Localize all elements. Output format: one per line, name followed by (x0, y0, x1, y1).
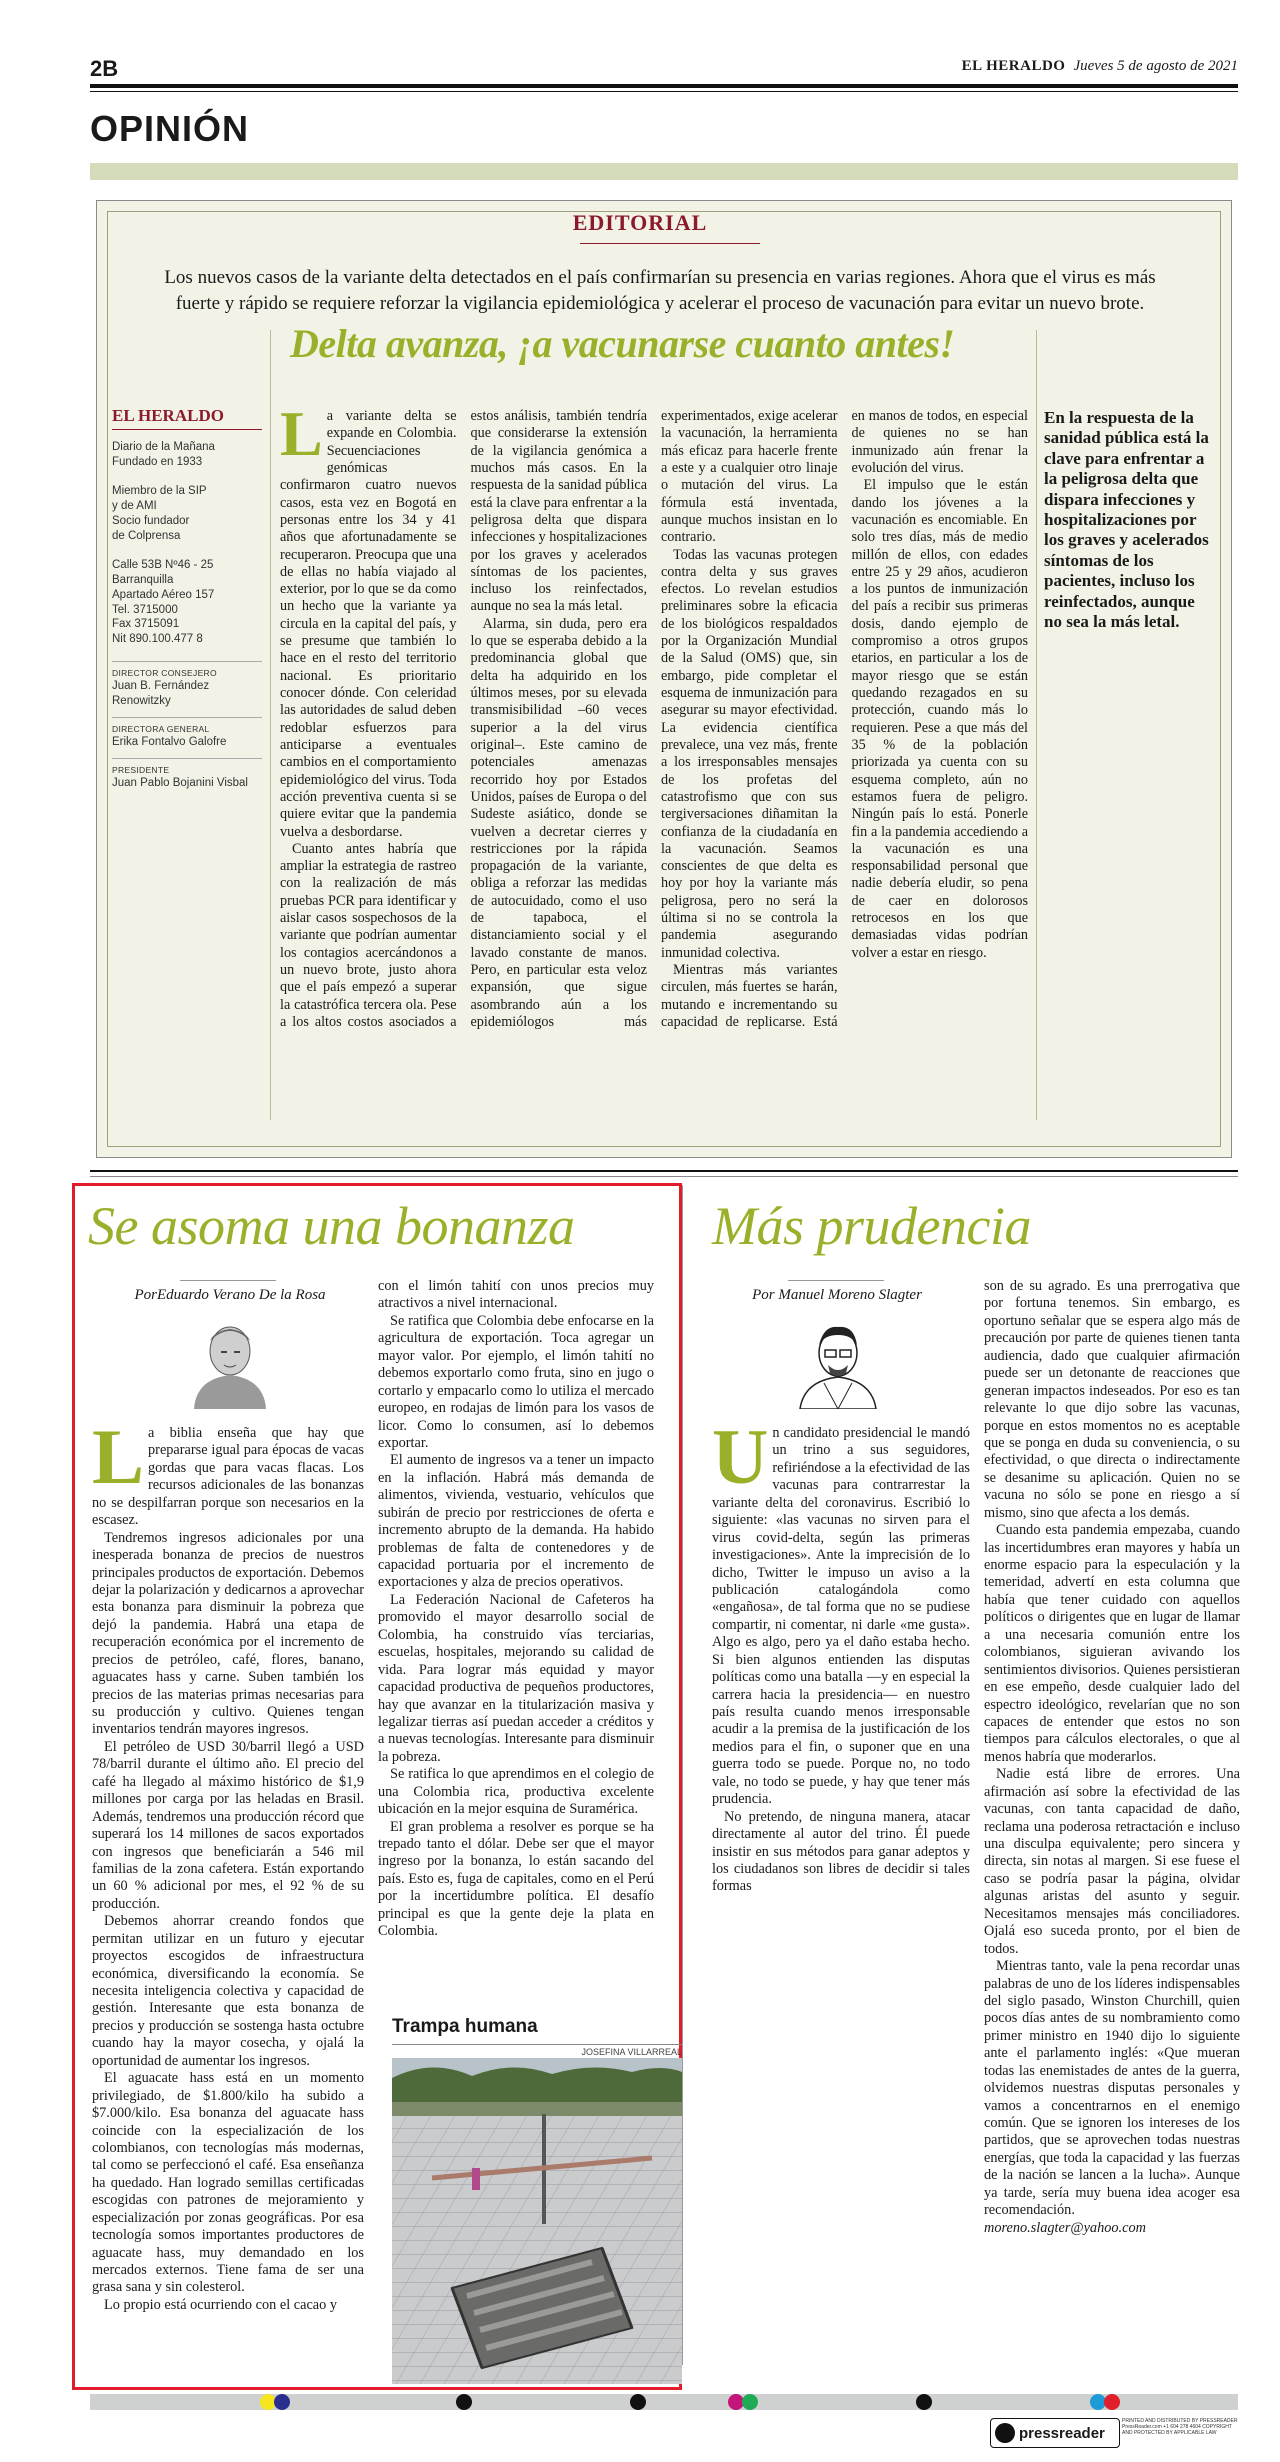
prudencia-title: Más prudencia (712, 1196, 1031, 1256)
article-paragraph: No pretendo, de ninguna manera, atacar directamente al autor del trino. Él puede insistir en sus métodos para ganar adeptos y los ciudadanos son libres de decidir si tales formas (712, 1808, 970, 1895)
editorial-paragraph: Alarma, sin duda, pero era lo que se esperaba debido a la predominancia global que delta ha adquirido en los últimos meses, por su elevada transmisibilidad –60 veces superior a la del virus original–. Este camino de potenciales amenazas recorrido hoy por Estados Unidos, países de Europa o del Sudeste asiático, donde se vuelven a decretar cierres y restricciones por la rápida propagación de la variante, obliga a reforzar las medidas de autocuidado, como el uso de tapaboca, el distanciamiento social y el lavado constante de manos. Pero, en particular esta veloz expansión, que sigue asombrando aún a los epidemiólogos más experimentados, exige acelerar la vacunación, la herramienta más eficaz para hacerle frente a este y a cualquier otro linaje o mutación del virus. La fórmula está inventada, aunque muchos insistan en lo contrario. (470, 408, 838, 1030)
staff-role: DIRECTORA GENERAL (112, 717, 262, 735)
editorial-paragraph (280, 398, 457, 841)
pressreader-logo[interactable] (990, 2418, 1120, 2448)
prudencia-column-2 (984, 1278, 1240, 2237)
photo-title: Trampa humana (392, 2016, 538, 2037)
section-divider-thin (90, 1176, 1238, 1177)
staff-line: Apartado Aéreo 157 (112, 588, 215, 601)
bonanza-column-2 (378, 1278, 654, 1941)
editorial-label-rule (580, 243, 760, 244)
photo-credit: JOSEFINA VILLARREAL (392, 2044, 682, 2057)
article-paragraph: Mientras tanto, vale la pena recordar unas palabras de uno de los líderes indispensables del siglo pasado, Winston Churchill, quien pocos días antes de su nombramiento como primer ministro en 1940 dijo lo siguiente ante el parlamento inglés: «Que mueran todas las enemistades de antes de la guerra, olvidemos nuestras disputas personales y vamos a concentrarnos en el enemigo común. Que se ignoren los intereses de los partidos, que se aprovechen todas nuestras energías, que toda la capacidad y las fuerzas de la nación se lancen a la lucha». Aunque ya tarde, sería muy buena idea acoger esa recomendación. (984, 1958, 1240, 2219)
staff-line: Fundado en 1933 (112, 456, 203, 469)
staff-line: Miembro de la SIP (112, 484, 207, 497)
byline-rule (180, 1280, 276, 1281)
registration-dot (742, 2394, 758, 2410)
article-paragraph: La Federación Nacional de Cafeteros ha promovido el mayor desarrollo social de Colombia, ha construido vías terciarias, escuelas, hospitales, mejorando su calidad de vida. Para lograr más equidad y mayor capacidad productiva de pequeños productores, hay que avanzar en la titularización masiva y legalizar tierras así puedan acceder a créditos y a nuevas tecnologías. Interesante para disminuir la pobreza. (378, 1591, 654, 1765)
header-rule (90, 84, 1238, 88)
article-paragraph: El petróleo de USD 30/barril llegó a USD 78/barril durante el último año. El precio del café ha llegado al máximo histórico de $1,9 millones por carga por las heladas en Brasil. Además, tendremos una producción récord que superará los 14 millones de sacos exportados con ingresos que beneficiarán a 546 mil familias de la zona cafetera. Están exportando un 60 % adicional por mes, el 92 % de su producción. (92, 1738, 364, 1912)
staff-line: de Colprensa (112, 529, 181, 542)
article-paragraph: Tendremos ingresos adicionales por una inesperada bonanza de precios de nuestros principales productos de exportación. Debemos dejar la polarización y dedicarnos a aprovechar esta bonanza para disminuir la pobreza que dejó la pandemia. Habrá una etapa de recuperación económica por el incremento de precios de petróleo, café, flores, banano, aguacates hass y carne. Suben también los precios de las materias primas necesarias para su producción y cultivo. Quienes tengan inventarios tendrán mayores ingresos. (92, 1529, 364, 1738)
drop-cap: U (712, 1413, 769, 1500)
article-paragraph: El gran problema a resolver es porque se ha trepado tanto el dólar. Debe ser que el mayor ingreso por la bonanza, lo están sacando del país. Esto es, fuga de capitales, como en el Perú por la incertidumbre política. El desafío principal es que la gente deje la plata en Colombia. (378, 1818, 654, 1940)
staff-line: Barranquilla (112, 573, 174, 586)
registration-dot (1104, 2394, 1120, 2410)
staff-line: Diario de la Mañana (112, 441, 215, 454)
staff-address (112, 558, 262, 648)
column-rule (1036, 330, 1037, 1120)
article-paragraph (712, 1413, 970, 1809)
bonanza-column-1 (92, 1413, 364, 2314)
article-paragraph: El aguacate hass está en un momento privilegiado, de $1.800/kilo ha subido a $7.000/kilo. Esa bonanza del aguacate hass coincide con la especialización de los colombianos, con tecnologías más modernas, tal como se perfeccionó el café. Esa enseñanza ha quedado. Han logrado semillas certificadas escogidas con patrones de mejoramiento y especialización por zonas geográficas. Por esa tecnología somos importantes productores de aguacate hass, muy demandado en los mercados externos. Tiene fama de ser una grasa sana y sin colesterol. (92, 2070, 364, 2296)
copyright-notice: PRINTED AND DISTRIBUTED BY PRESSREADER PressReader.com +1 604 278 4604 COPYRIGHT AND PROTECTED BY APPLICABLE LAW (1122, 2418, 1238, 2436)
staff-intro (112, 440, 262, 470)
staff-name: Juan B. Fernández Renowitzky (112, 680, 210, 708)
author-portrait (794, 1313, 882, 1409)
staff-name: Juan Pablo Bojanini Visbal (112, 777, 248, 790)
editorial-paragraph: Cuanto antes habría que ampliar la estrategia de rastreo con la realización de más pruebas PCR para identificar y aislar casos sospechosos de la variante que podrían aumentar los contagios acercándonos a un nuevo brote, justo ahora que el país empezó a superar la catastrófica tercera ola. Pese a los altos costos asociados a estos análisis, también tendría que considerarse la extensión de la vigilancia genómica a muchos más casos. En la respuesta de la sanidad pública está la clave para enfrentar a la peligrosa delta que dispara infecciones y hospitalizaciones por los graves y acelerados síntomas de los pacientes, incluso los reinfectados, aunque no sea la más letal. (280, 408, 647, 1030)
bonanza-byline: PorEduardo Verano De la Rosa (134, 1287, 326, 1303)
staff-box (112, 405, 262, 791)
staff-line: Tel. 3715000 (112, 603, 178, 616)
prudencia-byline: Por Manuel Moreno Slagter (752, 1287, 922, 1303)
staff-member (112, 484, 262, 544)
article-paragraph: El aumento de ingresos va a tener un impacto en la inflación. Habrá más demanda de alimentos, vivienda, vestuario, vehículos que subirán de precio por restricciones de oferta e incremento abrupto de la demanda. Ha habido problemas de falta de contenedores y de capacidad portuaria por el incremento de exportaciones y alza de precios operativos. (378, 1452, 654, 1591)
masthead (962, 58, 1238, 75)
staff-role: PRESIDENTE (112, 758, 262, 776)
article-paragraph (92, 1413, 364, 1530)
article-paragraph: Se ratifica que Colombia debe enfocarse en la agricultura de exportación. Toca agregar un mayor valor. Por ejemplo, el limón tahití no debemos exportarlo como fruta, sino en jugo o cortarlo y empacarlo como lo utiliza el mercado europeo, en rodajas de limón para los vasos de licor. Como lo consumen, así lo debemos exportar. (378, 1312, 654, 1451)
registration-dot (916, 2394, 932, 2410)
registration-dot (456, 2394, 472, 2410)
editorial-headline: Delta avanza, ¡a vacunarse cuanto antes! (290, 321, 955, 366)
drop-cap: L (280, 398, 323, 469)
author-email[interactable]: moreno.slagter@yahoo.com (984, 2219, 1146, 2236)
pressreader-icon (995, 2423, 1015, 2443)
staff-line: Nit 890.100.477 8 (112, 633, 203, 646)
editorial-paragraph: Todas las vacunas protegen contra delta y sus graves efectos. Lo revelan estudios preliminares sobre la eficacia de los biológicos respaldados por la Organización Mundial de la Salud (OMS) que, sin embargo, pide completar el esquema de inmunización para asegurar su mayor efectividad. La evidencia científica prevalece, una vez más, frente a los irresponsables mensajes de los profetas del catastrofismo que con sus tergiversaciones diñamitan la confianza de la ciudadanía en la vacunación. Seamos conscientes de que delta es hoy por hoy la variante más peligrosa, pero no será la última si no se controla la pandemia asegurando inmunidad colectiva. (661, 546, 838, 961)
article-paragraph: son de su agrado. Es una prerrogativa que por fortuna tenemos. Sin embargo, es oportuno señalar que se espera algo más de precaución por parte de quienes tienen tanta audiencia, dado que cualquier afirmación puede ser un detonante de reacciones que generan impactos indeseados. Por eso es tan relevante lo que dijo sobre las vacunas, porque en estos momentos no es aceptable que se ponga en duda su conveniencia, o su efectividad, o que directa o indirectamente se desanime su aplicación. Quien no se vacuna no sólo se pone en riesgo a sí mismo, sino que afecta a los demás. (984, 1278, 1240, 1521)
staff-line: y de AMI (112, 499, 157, 512)
pressreader-label: pressreader (1019, 2424, 1105, 2442)
article-paragraph: Lo propio está ocurriendo con el cacao y (104, 2296, 338, 2313)
editorial-body (280, 398, 1028, 1031)
prudencia-column-1 (712, 1413, 970, 1896)
issue-date: Jueves 5 de agosto de 2021 (1073, 58, 1238, 74)
paragraph-text: a biblia enseña que hay que prepararse igual para épocas de vacas gordas que para vacas flacas. Los recursos adicionales de las bonanzas no se despilfarran porque son necesarios en la escasez. (92, 1425, 364, 1529)
page-number: 2B (90, 56, 119, 81)
column-rule (270, 330, 271, 1120)
staff-role: DIRECTOR CONSEJERO (112, 661, 262, 679)
editorial-paragraph: Mientras más variantes circulen, más fuertes se harán, mutando e incrementando su capacidad de replicarse. Está en manos de todos, en especial de quienes no se han inmunizado aún frenar la evolución del virus. (661, 408, 1028, 1030)
paragraph-text: n candidato presidencial le mandó un trino a sus seguidores, refiriéndose a la efectividad de las vacunas para contrarrestar la variante delta del coronavirus. Escribió lo siguiente: «las vacunas no sirven para el virus covid-delta, según las primeras investigaciones». Ante la imprecisión de lo dicho, Twitter le impuso un aviso a la publicación catalogándola como «engañosa», de tal forma que no se pudiese compartir, ni comentar, ni darle «me gusta». Algo es algo, pero ya el daño estaba hecho. Si bien algunos entienden las disputas políticas como una batalla —y en especial la carrera hacia la presidencia— en nuestro país resulta cuando menos irresponsable acudir a la premisa de la justificación de los medios para el fin, o suponer que en una guerra todo se puede. Porque no, no todo vale, no todo se puede, y hay que tener más prudencia. (712, 1425, 970, 1808)
paper-name: EL HERALDO (961, 58, 1066, 74)
section-band (90, 163, 1238, 180)
registration-dot (274, 2394, 290, 2410)
staff-name: Erika Fontalvo Galofre (112, 736, 227, 749)
article-paragraph: con el limón tahití con unos precios muy atractivos a nivel internacional. (378, 1278, 654, 1312)
pull-quote: En la respuesta de la sanidad pública está la clave para enfrentar a la peligrosa delta que dispara infecciones y hospitalizaciones por los graves y acelerados síntomas de los pacientes, incluso los reinfectados, aunque no sea la más letal. (1044, 408, 1209, 631)
drop-cap: L (92, 1413, 145, 1500)
section-divider (90, 1170, 1238, 1172)
news-photo (392, 2058, 682, 2384)
staff-line: Socio fundador (112, 514, 190, 527)
article-paragraph: Debemos ahorrar creando fondos que permitan utilizar en un futuro y ejecutar proyectos escogidos de infraestructura económica, diversificando la economía. Se necesita inteligencia colectiva y capacidad de gestión. Interesante que esta bonanza de precios y producción se sostenga hasta octubre cuando hay la mayor cosecha, y ojalá la oportunidad de aumentar los ingresos. (92, 1913, 364, 2069)
byline-rule (788, 1280, 884, 1281)
editorial-paragraph: El impulso que le están dando los jóvenes a la vacunación es encomiable. En solo tres días, más de medio millón de ellos, con edades entre 25 y 29 años, acudieron a los puntos de inmunización del país a recibir sus primeras dosis, dando ejemplo de compromiso a otros grupos etarios, en particular a los de mayor riesgo que se están quedando rezagados en su protección, cuando más lo requieren. Pese a que más del 35 % de la población priorizada ya cuenta con su esquema completo, aún no estamos fuera de peligro. Ningún país lo está. Ponerle fin a la pandemia accediendo a la vacunación es una responsabilidad personal que nadie debería eludir, so pena de caer en dolorosos retrocesos en los que demasiadas vidas podrían volver a estar en riesgo. (851, 477, 1028, 961)
article-paragraph: Cuando esta pandemia empezaba, cuando las incertidumbres eran mayores y había un enorme espacio para la especulación y la temeridad, advertí en esta columna que había que tener cuidado con aquellos políticos o dirigentes que en lugar de llamar a una necesaria comunión entre los colombianos, siguieran avivando los sentimientos divisorios. Quienes persistieran en ese empeño, desde cualquier lado del espectro ideológico, revelarían que no son capaces de entender que estos no son tiempos para cálculos electorales, o que al menos habría que moderarlos. (984, 1522, 1240, 1765)
column-divider (682, 1185, 683, 2365)
editorial-label: EDITORIAL (572, 210, 708, 235)
author-portrait (186, 1313, 274, 1409)
section-title: OPINIÓN (90, 108, 250, 149)
bonanza-title: Se asoma una bonanza (88, 1196, 575, 1256)
article-paragraph: Se ratifica lo que aprendimos en el colegio de una Colombia rica, productiva excelente ubicación en la mejor esquina de Suramérica. (378, 1766, 654, 1818)
registration-dot (630, 2394, 646, 2410)
header-rule-thin (90, 91, 1238, 92)
staff-line: Calle 53B Nº46 - 25 (112, 558, 214, 571)
staff-line: Fax 3715091 (112, 618, 180, 631)
article-paragraph: Nadie está libre de errores. Una afirmación así sobre la efectividad de las vacunas, con tanta capacidad de daño, reclama una poderosa retractación e incluso una disculpa equivalente; pero sincera y directa, sin notas al margen. Si ese fuese el caso se podría pasar la página, olvidar algunas aristas del asunto y seguir. Necesitamos mensajes más conciliadores. Ojalá eso suceda pronto, por el bien de todos. (984, 1766, 1240, 1957)
editorial-summary: Los nuevos casos de la variante delta detectados en el país confirmarían su presencia en varias regiones. Ahora que el virus es más fuerte y rápido se requiere reforzar la vigilancia epidemiológica y acelerar el proceso de vacunación para evitar un nuevo brote. (164, 267, 1156, 314)
newspaper-logo: EL HERALDO (112, 405, 262, 430)
paragraph-text: a variante delta se expande en Colombia. Secuenciaciones genómicas confirmaron cuatro nuevos casos, esta vez en Bogotá en personas entre los 34 y 41 años que afortunadamente se recuperaron. Preocupa que una de ellas no había viajado al exterior, por lo que se da como un hecho que la variante ya circula en la capital del país, y se presume que también lo hace en el resto del territorio nacional. Es prioritario conocer dónde. Con celeridad las autoridades de salud deben redoblar esfuerzos para anticiparse a eventuales cambios en el comportamiento epidemiológico del virus. Toda acción preventiva cuenta si se quiere evitar que la pandemia vuelva a desbordarse. (280, 408, 457, 840)
registration-bar (90, 2394, 1238, 2410)
